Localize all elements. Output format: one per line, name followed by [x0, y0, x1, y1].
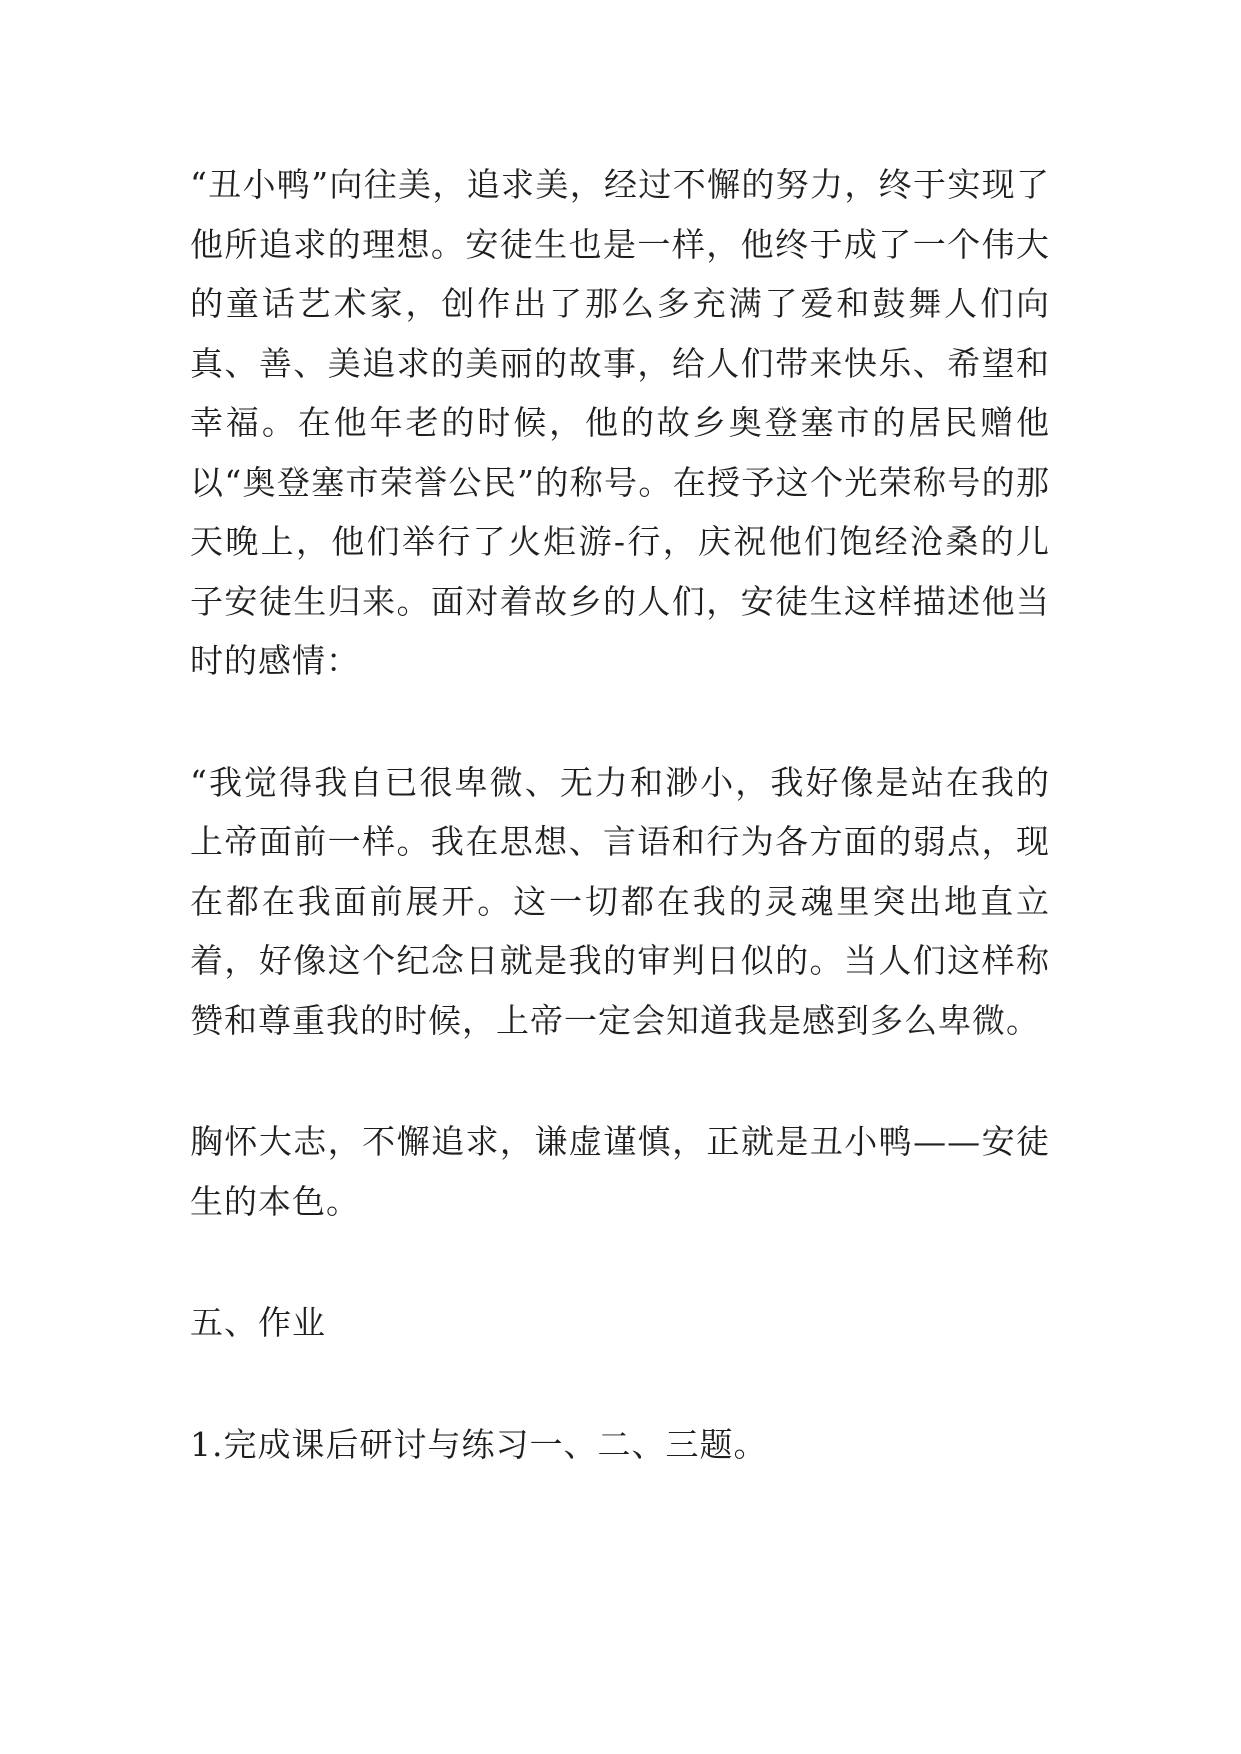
paragraph-ugly-duckling-story: “丑小鸭”向往美，追求美，经过不懈的努力，终于实现了他所追求的理想。安徒生也是一样，他终于成了一个伟大的童话艺术家，创作出了那么多充满了爱和鼓舞人们向真、善、美追求的美丽的故事，给人们带来快乐、希望和幸福。在他年老的时候，他的故乡奥登塞市的居民赠他以“奥登塞市荣誉公民”的称号。在授予这个光荣称号的那天晚上，他们举行了火炬游-行，庆祝他们饱经沧桑的儿子安徒生归来。面对着故乡的人们，安徒生这样描述他当时的感情： [190, 165, 1050, 680]
section-heading-homework: 五、作业 [190, 1303, 326, 1342]
homework-item-1: 1.完成课后研讨与练习一、二、三题。 [190, 1424, 768, 1464]
document-body [190, 155, 1050, 1474]
paragraph-andersen-quote: “我觉得我自已很卑微、无力和渺小，我好像是站在我的上帝面前一样。我在思想、言语和行为各方面的弱点，现在都在我面前展开。这一切都在我的灵魂里突出地直立着，好像这个纪念日就是我的审判日似的。当人们这样称赞和尊重我的时候，上帝一定会知道我是感到多么卑微。 [190, 762, 1050, 1040]
paragraph-summary: 胸怀大志，不懈追求，谦虚谨慎，正就是丑小鸭——安徒生的本色。 [190, 1122, 1050, 1221]
